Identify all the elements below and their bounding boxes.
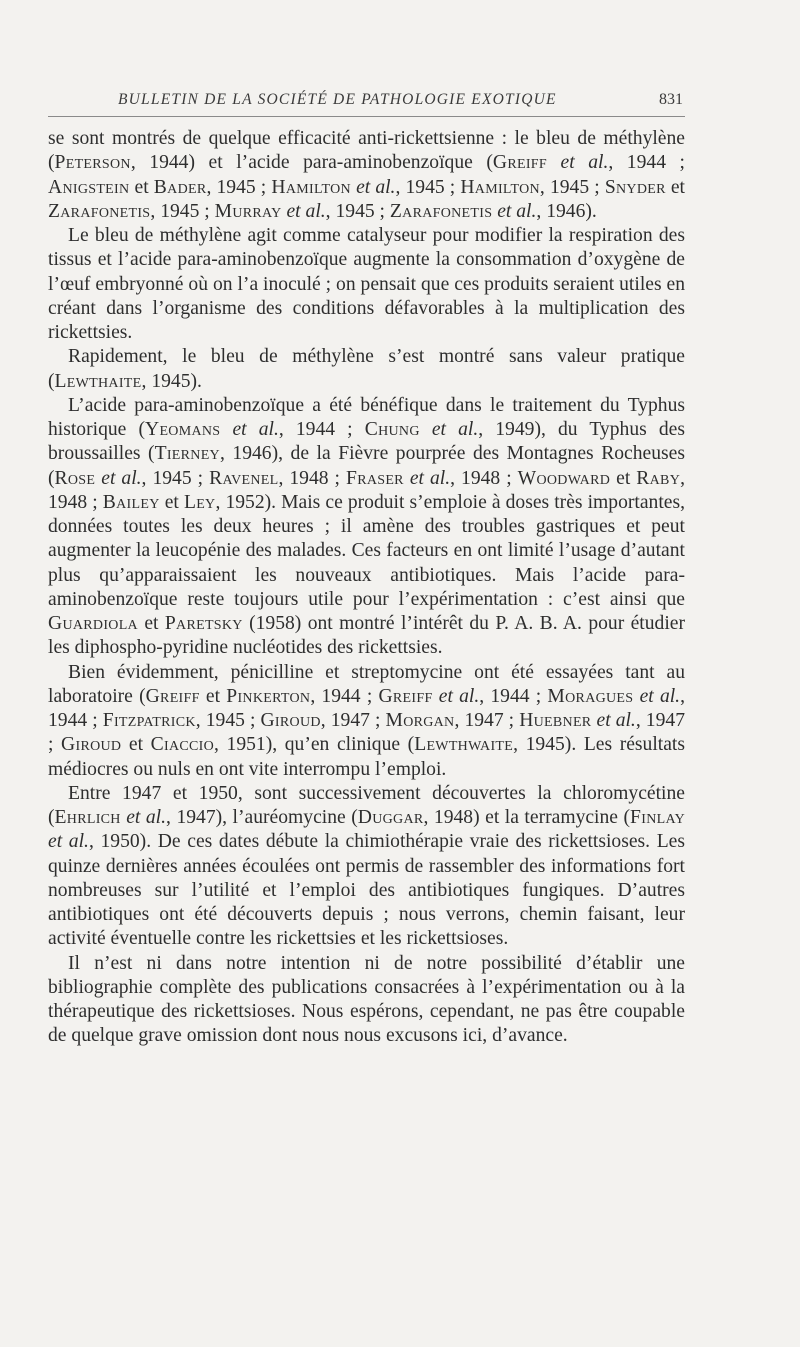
text-run: , 1948) et la terramycine (: [423, 807, 631, 828]
author-name: Paretsky: [164, 613, 243, 634]
author-name: Fraser: [346, 467, 404, 489]
text-run: et: [129, 176, 154, 198]
running-title: BULLETIN DE LA SOCIÉTÉ DE PATHOLOGIE EXOTIQUE: [118, 91, 557, 108]
et-al: et al.: [356, 176, 396, 198]
author-name: Bader: [153, 176, 207, 198]
author-name: Huebner: [519, 710, 592, 731]
author-name: Rose: [54, 467, 96, 489]
text-run: , 1945 ;: [141, 467, 210, 489]
text-run: , 1944) et l’acide para-aminobenzoïque (: [130, 152, 493, 174]
text-run: , 1952). Mais ce produit s’emploie à doses très importantes, données toutes les deux heures ; il amène des troubles gastriques et peut augmenter la leucopénie des malades. Ces facteurs en ont limité l’usage d’autant plus qu’apparaissaient les nouveaux antibiotiques. Mais l’acide para-aminobenzoïque reste toujours utile pour l’expérimentation : c’est ainsi que: [48, 491, 685, 610]
page-header: [48, 90, 685, 117]
author-name: Ciaccio: [150, 734, 215, 756]
et-al: et al.: [497, 200, 537, 222]
paragraph: [48, 782, 685, 952]
text-run: Il n’est ni dans notre intention ni de notre possibilité d’établir une bibliographie complète des publications consacrées à l’expérimentation ou à la thérapeutique des rickettsioses. Nous espérons, cependant, ne pas être coupable de quelque grave omission dont nous nous excusons ici, d’avance.: [48, 952, 685, 1047]
author-name: Fitzpatrick: [102, 710, 196, 731]
et-al: et al.: [596, 710, 636, 731]
et-al: et al.: [232, 419, 279, 440]
author-name: Finlay: [630, 807, 685, 828]
author-name: Morgan: [385, 710, 455, 731]
paragraph: [48, 661, 685, 782]
et-al: et al.: [126, 807, 167, 828]
text-run: Le bleu de méthylène agit comme catalyseur pour modifier la respiration des tissus et l’acide para-aminobenzoïque augmente la consommation d’oxygène de l’œuf embryonné où on l’a inoculé ; on pensait que ces produits seraient utiles en créant dans l’organisme des conditions défavorables à la multiplication des rickettsies.: [48, 225, 685, 343]
et-al: et al.: [431, 419, 479, 440]
paragraph: [48, 952, 685, 1049]
paragraph: [48, 127, 685, 224]
text-run: , 1944 ;: [479, 685, 548, 707]
author-name: Greiff: [492, 152, 547, 174]
text-run: , 1945).: [141, 370, 202, 392]
author-name: Lewthaite: [54, 370, 142, 392]
text-run: , 1945 ;: [325, 200, 390, 222]
author-name: Yeomans: [145, 419, 221, 440]
text-run: , 1947 ;: [48, 710, 685, 756]
text-run: [547, 152, 561, 173]
text-run: et: [665, 176, 685, 198]
author-name: Guardiola: [48, 613, 138, 634]
author-name: Ravenel: [209, 467, 279, 489]
text-run: , 1947), l’auréomycine (: [166, 807, 358, 828]
et-al: et al.: [438, 685, 480, 707]
text-run: et: [137, 613, 165, 634]
author-name: Bailey: [102, 491, 160, 513]
author-name: Moragues: [547, 685, 634, 707]
author-name: Murray: [214, 200, 282, 222]
text-run: , 1951), qu’en clinique (: [214, 734, 415, 756]
author-name: Giroud: [260, 710, 321, 731]
text-run: , 1945 ;: [206, 176, 272, 198]
et-al: et al.: [409, 467, 451, 489]
author-name: Lewthwaite: [414, 734, 514, 756]
text-run: , 1945 ;: [539, 176, 605, 198]
page-number: 831: [659, 91, 683, 108]
text-run: , 1944 ;: [48, 685, 685, 731]
text-run: (1958) ont montré l’intérêt du P. A. B. A. pour étudier les diphospho-pyridine nucléotides des rickettsies.: [48, 613, 686, 659]
author-name: Pinkerton: [226, 685, 311, 707]
author-name: Zarafonetis: [48, 200, 151, 222]
et-al: et al.: [639, 685, 681, 707]
text-run: , 1944 ;: [608, 152, 685, 174]
text-run: et: [610, 467, 637, 489]
author-name: Tierney: [154, 443, 220, 465]
text-run: , 1947 ;: [454, 710, 520, 731]
text-run: , 1945 ;: [395, 176, 461, 198]
text-run: [220, 419, 232, 440]
text-run: , 1948 ;: [450, 467, 518, 489]
text-run: , 1948 ;: [48, 467, 686, 513]
text-run: , 1950). De ces dates débute la chimiothérapie vraie des rickettsioses. Les quinze dernières années écoulées ont permis de rassembler des informations fort nombreuses sur l’utilité et l’emploi des antibiotiques fungiques. D’autres antibiotiques ont été découverts depuis ; nous verrons, chemin faisant, leur activité éventuelle contre les rickettsies et les rickettsioses.: [48, 831, 685, 950]
paragraph: [48, 224, 685, 345]
text-run: , 1945 ;: [195, 710, 261, 731]
text-run: et: [159, 491, 184, 513]
text-run: , 1945 ;: [150, 200, 215, 222]
author-name: Chung: [364, 419, 420, 440]
text-run: se sont montrés de quelque efficacité anti-rickettsienne : le bleu de méthylène (: [48, 128, 685, 174]
author-name: Woodward: [517, 467, 611, 489]
paragraph: [48, 345, 685, 394]
author-name: Hamilton: [271, 176, 351, 198]
text-run: , 1944 ;: [278, 419, 365, 440]
body-text: [48, 127, 685, 1049]
author-name: Peterson: [54, 152, 131, 174]
text-run: Entre 1947 et 1950, sont successivement découvertes la chloromycétine (: [48, 782, 685, 828]
text-run: et: [121, 734, 151, 756]
text-run: , 1948 ;: [278, 467, 346, 489]
et-al: et al.: [286, 200, 326, 222]
author-name: Greiff: [145, 685, 200, 707]
text-run: , 1949), du Typhus des broussailles (: [48, 419, 685, 465]
text-run: , 1946).: [536, 200, 597, 222]
text-run: et: [199, 685, 227, 707]
author-name: Ley: [183, 491, 216, 513]
et-al: et al.: [560, 152, 609, 174]
text-run: , 1944 ;: [310, 685, 379, 707]
author-name: Raby: [636, 467, 681, 489]
text-run: [420, 419, 432, 440]
et-al: et al.: [101, 467, 142, 489]
text-run: , 1946), de la Fièvre pourprée des Montagnes Rocheuses (: [48, 443, 685, 489]
author-name: Giroud: [61, 734, 122, 756]
author-name: Snyder: [604, 176, 666, 198]
text-run: Bien évidemment, pénicilline et streptomycine ont été essayées tant au laboratoire (: [48, 661, 685, 707]
text-run: Rapidement, le bleu de méthylène s’est montré sans valeur pratique (: [48, 346, 685, 392]
text-run: , 1947 ;: [320, 710, 386, 731]
author-name: Hamilton: [460, 176, 540, 198]
text-run: , 1945). Les résultats médiocres ou nuls en ont vite interrompu l’emploi.: [48, 734, 686, 780]
text-run: L’acide para-aminobenzoïque a été bénéfique dans le traitement du Typhus historique (: [48, 394, 685, 440]
paragraph: [48, 394, 685, 661]
author-name: Ehrlich: [54, 807, 121, 828]
author-name: Duggar: [357, 807, 424, 828]
author-name: Anigstein: [48, 176, 130, 198]
author-name: Zarafonetis: [389, 200, 493, 222]
author-name: Greiff: [378, 685, 433, 707]
et-al: et al.: [48, 831, 89, 853]
